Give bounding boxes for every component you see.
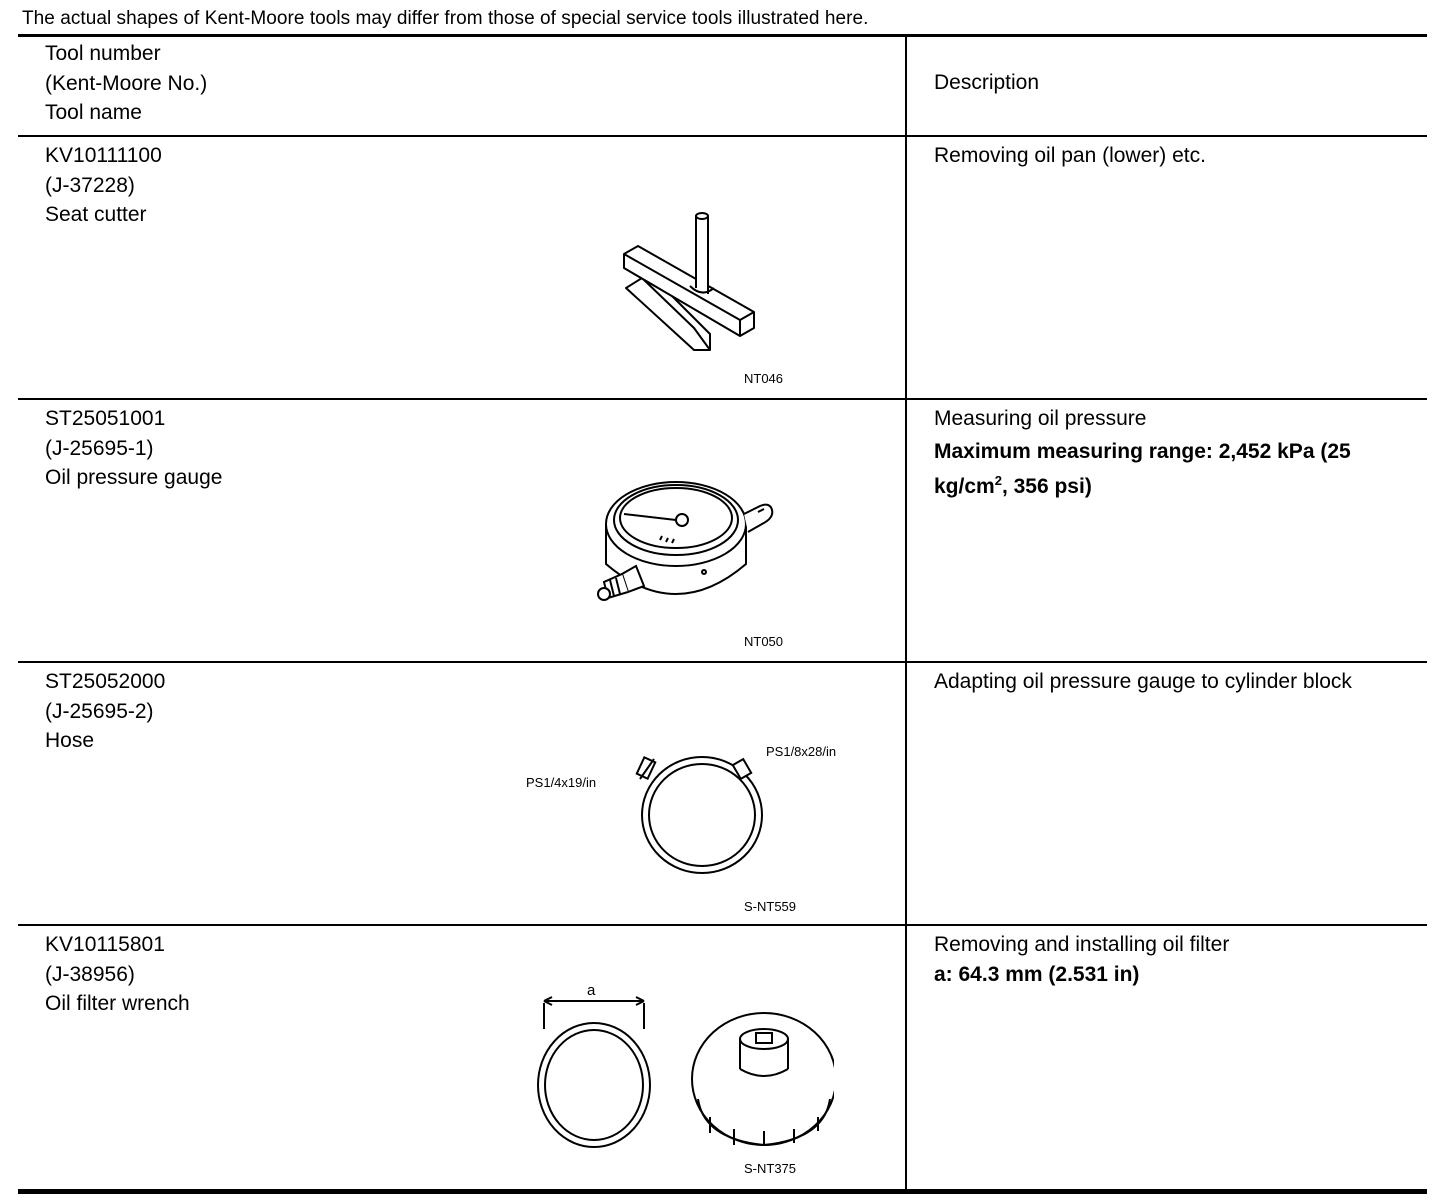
dimension-spec: a: 64.3 mm (2.531 in): [934, 962, 1140, 986]
image-code: NT050: [744, 634, 784, 649]
column-divider: [905, 37, 907, 1189]
description-cell: [934, 404, 1414, 504]
kent-moore-number: (J-25695-1): [45, 436, 154, 460]
tool-number: ST25052000: [45, 670, 166, 693]
description-text: Removing and installing oil filter: [934, 933, 1230, 956]
table-top-rule: [18, 34, 1427, 37]
table-row-tool: [45, 930, 190, 1019]
header-tool-column: [45, 39, 207, 128]
tool-number: ST25051001: [45, 407, 166, 430]
header-tool-name: Tool name: [45, 101, 142, 124]
tool-name: Hose: [45, 729, 95, 752]
header-divider: [18, 135, 1427, 137]
tool-name: Oil filter wrench: [45, 992, 190, 1015]
tool-name: Seat cutter: [45, 203, 147, 226]
kent-moore-number: (J-37228): [45, 173, 135, 197]
tool-number: KV10115801: [45, 933, 165, 956]
disclaimer-note: The actual shapes of Kent-Moore tools may differ from those of special service tools illustrated here.: [22, 8, 869, 29]
row-divider: [18, 398, 1427, 400]
description-cell: [934, 930, 1414, 989]
fitting-label-left: PS1/4x19/in: [526, 775, 597, 790]
table-bottom-rule: [18, 1189, 1427, 1194]
row-divider: [18, 661, 1427, 663]
image-code: S-NT375: [744, 1161, 797, 1176]
fitting-label-right: PS1/8x28/in: [766, 744, 837, 759]
header-tool-number: Tool number: [45, 42, 161, 65]
measuring-range-spec: [934, 434, 1414, 504]
image-code: NT046: [744, 371, 784, 386]
dimension-label: a: [587, 982, 596, 999]
header-description: Description: [934, 71, 1040, 94]
description-text: Measuring oil pressure: [934, 407, 1147, 430]
seat-cutter-illustration: [614, 206, 784, 356]
image-code: S-NT559: [744, 899, 797, 914]
description-text: Adapting oil pressure gauge to cylinder block: [934, 670, 1352, 693]
table-row-tool: [45, 667, 165, 756]
row-divider: [18, 924, 1427, 926]
header-kent-moore: (Kent-Moore No.): [45, 71, 208, 95]
spec-superscript: 2: [994, 472, 1002, 488]
hose-illustration: [614, 749, 794, 874]
oil-filter-wrench-illustration: [534, 989, 834, 1159]
table-row-tool: [45, 404, 222, 493]
table-row-tool: [45, 141, 162, 230]
kent-moore-number: (J-38956): [45, 962, 135, 986]
description-text: Removing oil pan (lower) etc.: [934, 144, 1206, 167]
spec-text-part1: Maximum measuring range: 2,452 kPa (25 kg/cm: [934, 439, 1351, 498]
oil-pressure-gauge-illustration: [574, 474, 794, 614]
special-service-tools-table: [18, 34, 1427, 1194]
tool-name: Oil pressure gauge: [45, 466, 223, 489]
tool-number: KV10111100: [45, 144, 162, 167]
kent-moore-number: (J-25695-2): [45, 699, 154, 723]
spec-text-part2: , 356 psi): [1001, 474, 1092, 498]
